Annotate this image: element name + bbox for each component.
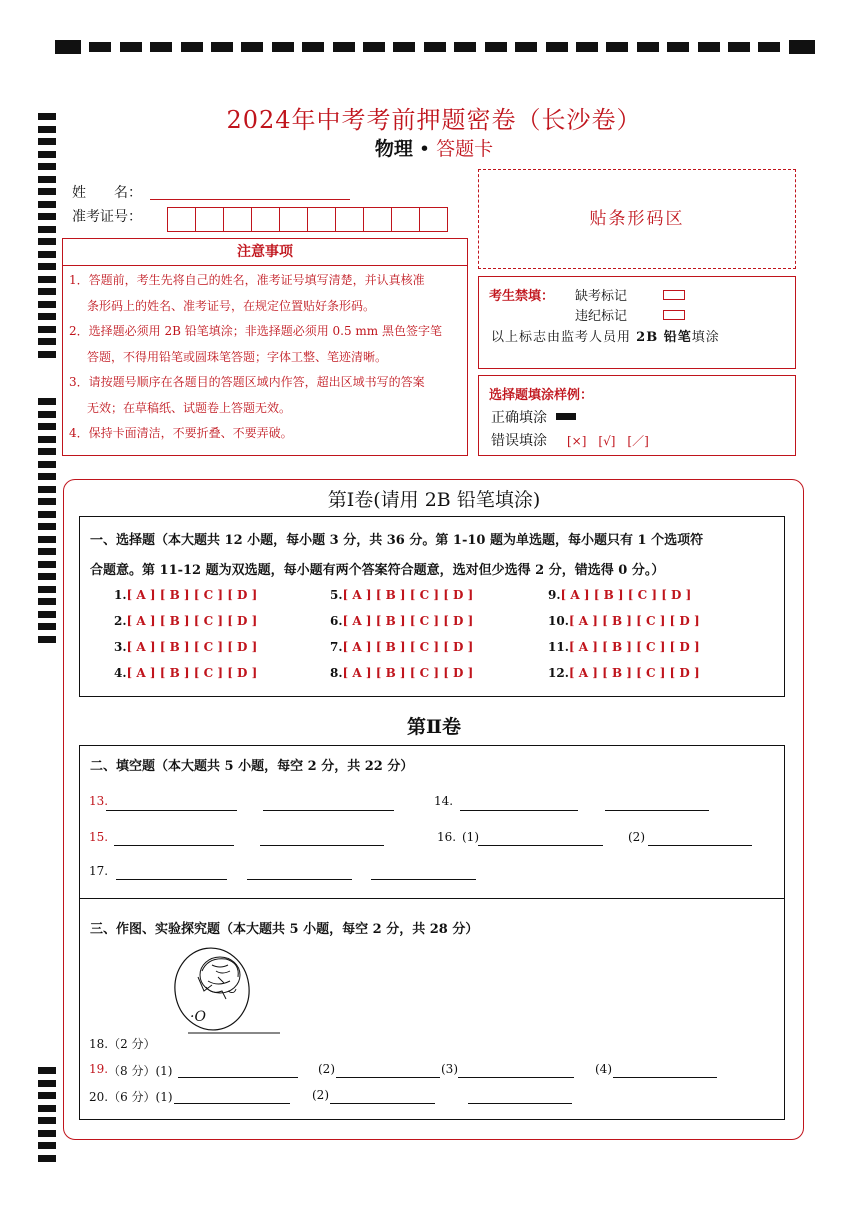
violation-mark-box[interactable] bbox=[663, 310, 685, 320]
q16-blank-2[interactable] bbox=[648, 831, 752, 846]
side-marks-middle bbox=[38, 398, 56, 648]
question-options[interactable]: [ A ] [ B ] [ C ] [ D ] bbox=[568, 640, 700, 654]
q19-2-label: (2) bbox=[318, 1062, 335, 1076]
q19-blank-3[interactable] bbox=[458, 1063, 574, 1078]
question-number: 1. bbox=[114, 588, 127, 602]
name-label: 姓 名： bbox=[72, 185, 142, 201]
q19-blank-1[interactable] bbox=[178, 1063, 298, 1078]
question-number: 12. bbox=[548, 666, 569, 680]
notice-item: 3．请按题号顺序在各题目的答题区域内作答，超出区域书写的答案 bbox=[69, 375, 425, 389]
correct-fill-sample bbox=[556, 413, 576, 420]
notice-item: 1．答题前，考生先将自己的姓名，准考证号填写清楚，并认真核准 bbox=[69, 273, 425, 287]
question-1[interactable] bbox=[114, 588, 257, 602]
q17-blank-1[interactable] bbox=[116, 865, 227, 880]
q18-label: 18.（2 分） bbox=[89, 1037, 156, 1051]
egg-diagram bbox=[168, 947, 280, 1039]
question-options[interactable]: [ A ] [ B ] [ C ] [ D ] bbox=[342, 640, 474, 654]
question-number: 10. bbox=[548, 614, 569, 628]
mcq-instructions-1: 一、选择题（本大题共 12 小题，每小题 3 分，共 36 分。第 1-10 题为单选题，每小题只有 1 个选项符 bbox=[90, 533, 704, 548]
q20-blank-1[interactable] bbox=[174, 1089, 290, 1104]
q20-blank-3[interactable] bbox=[468, 1089, 572, 1104]
q17-blank-2[interactable] bbox=[247, 865, 352, 880]
question-options[interactable]: [ A ] [ B ] [ C ] [ D ] bbox=[342, 614, 474, 628]
absent-mark-box[interactable] bbox=[663, 290, 685, 300]
q19-blank-4[interactable] bbox=[613, 1063, 717, 1078]
question-number: 11. bbox=[548, 640, 569, 654]
q19-score-label: （8 分）(1) bbox=[108, 1064, 173, 1078]
forbidden-box bbox=[478, 276, 796, 369]
top-alignment-marks bbox=[55, 40, 815, 54]
q15-blank-1[interactable] bbox=[114, 831, 234, 846]
violation-mark-label: 违纪标记 bbox=[575, 309, 628, 324]
question-number: 7. bbox=[330, 640, 343, 654]
forbidden-note-bold: 2B 铅笔 bbox=[636, 330, 692, 345]
notice-item: 2．选择题必须用 2B 铅笔填涂；非选择题必须用 0.5 mm 黑色签字笔 bbox=[69, 324, 443, 338]
question-10[interactable] bbox=[548, 614, 700, 628]
question-12[interactable] bbox=[548, 666, 700, 680]
notice-item: 答题，不得用铅笔或圆珠笔答题；字体工整、笔迹清晰。 bbox=[87, 349, 388, 364]
sample-box bbox=[478, 375, 796, 456]
question-options[interactable]: [ A ] [ B ] [ C ] [ D ] bbox=[126, 640, 258, 654]
q14-label: 14. bbox=[434, 794, 454, 808]
question-2[interactable] bbox=[114, 614, 257, 628]
question-options[interactable]: [ A ] [ B ] [ C ] [ D ] bbox=[568, 666, 700, 680]
page-title: 2024年中考考前押题密卷（长沙卷） bbox=[226, 106, 642, 134]
question-8[interactable] bbox=[330, 666, 473, 680]
q16-2-label: (2) bbox=[628, 830, 645, 844]
q15-blank-2[interactable] bbox=[260, 831, 384, 846]
q13-blank-2[interactable] bbox=[263, 796, 394, 811]
side-marks-bottom bbox=[38, 1067, 56, 1167]
q17-blank-3[interactable] bbox=[371, 865, 476, 880]
wrong-fill-samples: [×] [√] [／] bbox=[567, 434, 649, 448]
experiment-title: 三、作图、实验探究题（本大题共 5 小题，每空 2 分，共 28 分） bbox=[90, 922, 479, 937]
q14-blank-2[interactable] bbox=[605, 796, 709, 811]
question-7[interactable] bbox=[330, 640, 473, 654]
question-options[interactable]: [ A ] [ B ] [ C ] [ D ] bbox=[342, 666, 474, 680]
barcode-area-label: 贴条形码区 bbox=[589, 209, 685, 229]
question-11[interactable] bbox=[548, 640, 700, 654]
notice-item: 条形码上的姓名、准考证号，在规定位置贴好条形码。 bbox=[87, 298, 376, 313]
page-subtitle bbox=[0, 134, 868, 161]
question-number: 3. bbox=[114, 640, 127, 654]
question-9[interactable] bbox=[548, 588, 691, 602]
question-options[interactable]: [ A ] [ B ] [ C ] [ D ] bbox=[568, 614, 700, 628]
question-number: 6. bbox=[330, 614, 343, 628]
q20-2-label: (2) bbox=[312, 1088, 329, 1102]
notice-box bbox=[62, 238, 468, 456]
absent-mark-label: 缺考标记 bbox=[575, 289, 628, 304]
mcq-instructions-2: 合题意。第 11-12 题为双选题，每小题有两个答案符合题意，选对但少选得 2 分，错选得 0 分。） bbox=[90, 563, 665, 578]
q16-1-label: (1) bbox=[462, 830, 479, 844]
wrong-fill-label: 错误填涂 bbox=[491, 433, 547, 449]
question-options[interactable]: [ A ] [ B ] [ C ] [ D ] bbox=[126, 588, 258, 602]
forbidden-note-pre: 以上标志由监考人员用 bbox=[491, 330, 632, 345]
forbidden-note bbox=[491, 326, 720, 345]
fill-blank-box bbox=[79, 745, 785, 899]
exam-id-cells[interactable] bbox=[167, 207, 447, 236]
q16-label: 16. bbox=[437, 830, 457, 844]
part2-title: 第Ⅱ卷 bbox=[406, 716, 461, 738]
question-number: 8. bbox=[330, 666, 343, 680]
subtitle-dot: • bbox=[418, 138, 431, 160]
notice-title: 注意事项 bbox=[63, 239, 467, 266]
q19-blank-2[interactable] bbox=[336, 1063, 440, 1078]
q16-blank-1[interactable] bbox=[478, 831, 603, 846]
question-options[interactable]: [ A ] [ B ] [ C ] [ D ] bbox=[560, 588, 692, 602]
question-number: 2. bbox=[114, 614, 127, 628]
question-4[interactable] bbox=[114, 666, 257, 680]
barcode-area bbox=[478, 169, 796, 269]
exam-id-label: 准考证号： bbox=[72, 209, 142, 225]
point-o-label: ·O bbox=[190, 1009, 206, 1025]
question-options[interactable]: [ A ] [ B ] [ C ] [ D ] bbox=[342, 588, 474, 602]
q20-label: 20.（6 分）(1) bbox=[89, 1090, 173, 1104]
q20-blank-2[interactable] bbox=[330, 1089, 435, 1104]
forbidden-label: 考生禁填： bbox=[489, 289, 555, 304]
q13-label: 13. bbox=[89, 794, 109, 808]
part1-title: 第Ⅰ卷(请用 2B 铅笔填涂) bbox=[327, 489, 541, 511]
q19-4-label: (4) bbox=[595, 1062, 612, 1076]
question-5[interactable] bbox=[330, 588, 473, 602]
q14-blank-1[interactable] bbox=[460, 796, 578, 811]
forbidden-note-post: 填涂 bbox=[691, 330, 720, 345]
fill-blank-title: 二、填空题（本大题共 5 小题，每空 2 分，共 22 分） bbox=[90, 759, 414, 774]
notice-list bbox=[63, 266, 467, 447]
name-field[interactable] bbox=[150, 199, 350, 200]
mcq-box bbox=[79, 516, 785, 697]
answer-card-label: 答题卡 bbox=[436, 138, 494, 160]
experiment-box bbox=[79, 898, 785, 1120]
q17-label: 17. bbox=[89, 864, 109, 878]
question-number: 9. bbox=[548, 588, 561, 602]
subject-label: 物理 bbox=[374, 138, 413, 160]
correct-fill-label: 正确填涂 bbox=[491, 410, 547, 426]
notice-item: 4．保持卡面清洁，不要折叠、不要弄破。 bbox=[69, 426, 293, 440]
question-6[interactable] bbox=[330, 614, 473, 628]
question-3[interactable] bbox=[114, 640, 257, 654]
q19-3-label: (3) bbox=[441, 1062, 458, 1076]
q15-label: 15. bbox=[89, 830, 109, 844]
question-options[interactable]: [ A ] [ B ] [ C ] [ D ] bbox=[126, 666, 258, 680]
sample-title: 选择题填涂样例： bbox=[489, 388, 594, 403]
question-number: 4. bbox=[114, 666, 127, 680]
q13-blank-1[interactable] bbox=[106, 796, 237, 811]
notice-item: 无效；在草稿纸、试题卷上答题无效。 bbox=[87, 400, 292, 415]
question-number: 5. bbox=[330, 588, 343, 602]
question-options[interactable]: [ A ] [ B ] [ C ] [ D ] bbox=[126, 614, 258, 628]
q19-label: 19. bbox=[89, 1062, 109, 1076]
